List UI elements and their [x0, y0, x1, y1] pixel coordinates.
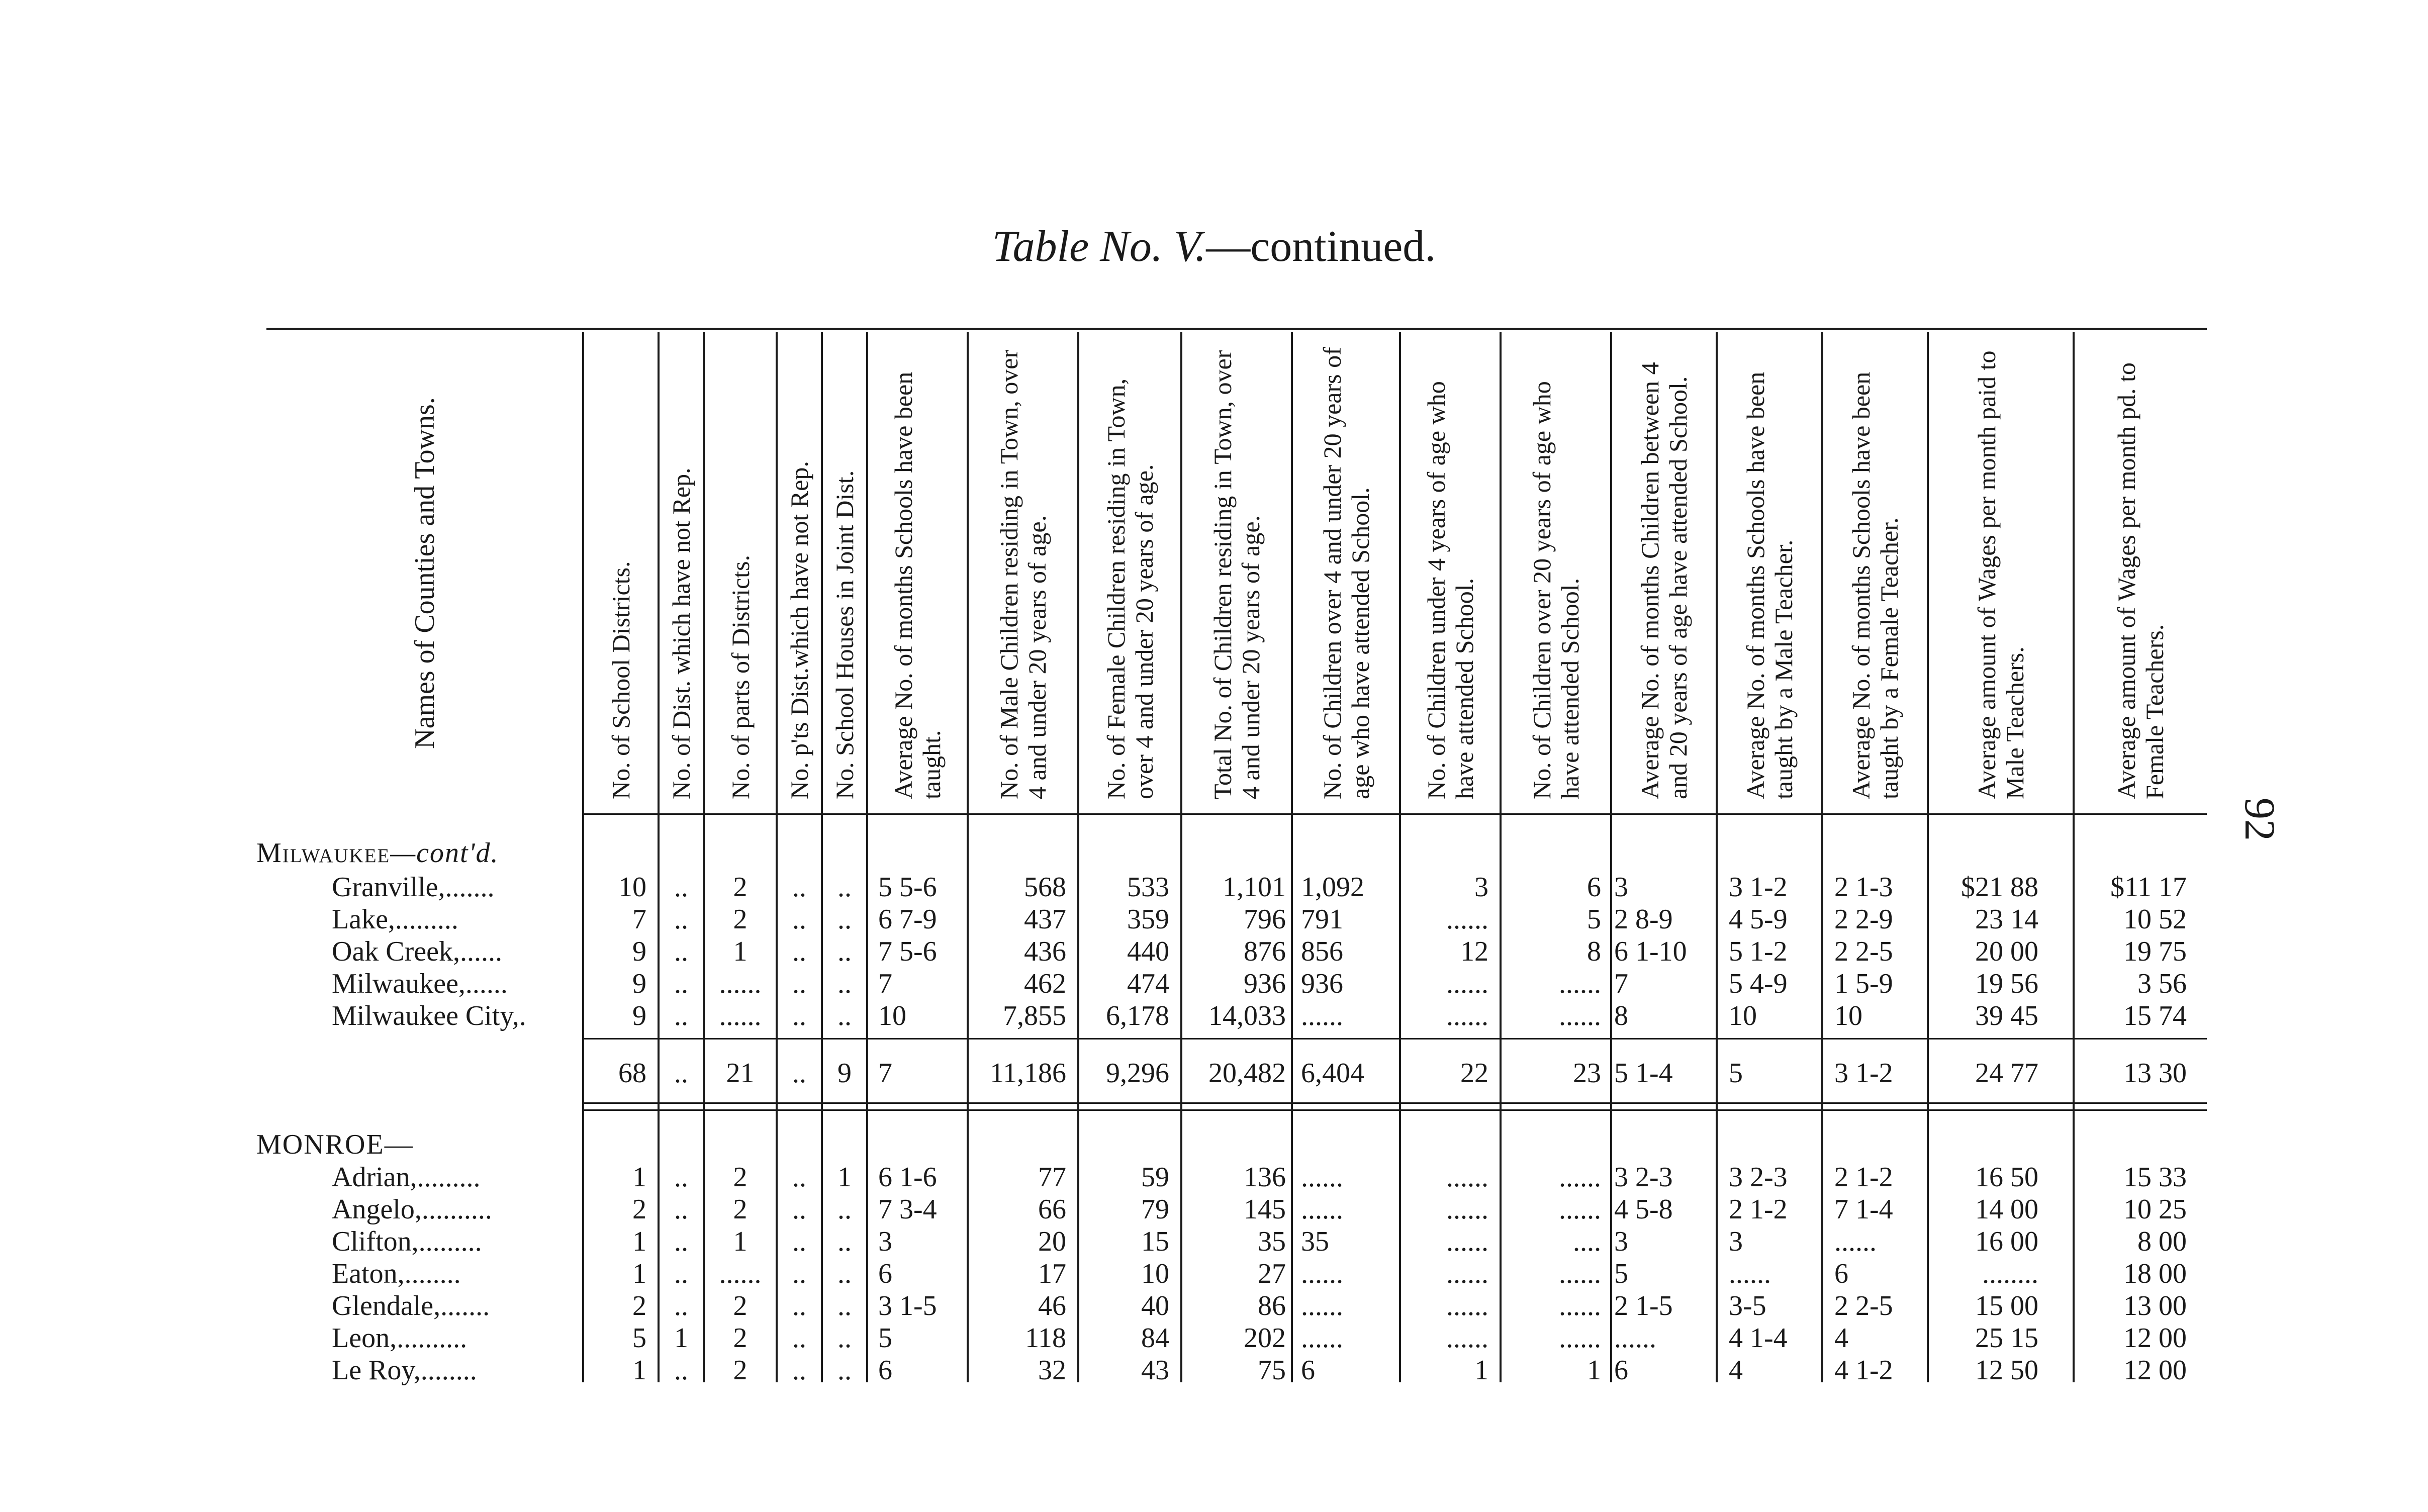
data-cell: ..: [837, 936, 852, 967]
column-header-label: No. of Children under 4 years of age who have attended School.: [1422, 381, 1478, 799]
data-cell: ......: [1559, 1322, 1601, 1354]
data-cell: ..: [837, 904, 852, 935]
data-cell: 24 77: [1975, 1058, 2038, 1089]
table-row: [0, 935, 2428, 968]
column-header: [704, 332, 777, 814]
column-header-label: Average No. of months Schools have been taught.: [889, 371, 946, 799]
data-cell: 1: [632, 1226, 646, 1257]
table-row: [0, 1258, 2428, 1290]
data-cell: ......: [1559, 1290, 1601, 1321]
data-cell: 10: [618, 872, 646, 903]
data-cell: ..: [837, 968, 852, 999]
data-cell: 35: [1258, 1226, 1286, 1257]
data-cell: 1: [1587, 1355, 1601, 1386]
data-cell: ......: [719, 1258, 762, 1289]
column-header-label: No. of Male Children residing in Town, over 4 and under 20 years of age.: [995, 349, 1051, 799]
data-cell: 462: [1024, 968, 1066, 999]
data-cell: 4 5-9: [1729, 904, 1788, 935]
data-cell: ......: [1614, 1322, 1656, 1354]
data-cell: 12: [1460, 936, 1488, 967]
data-cell: 15 33: [2123, 1162, 2187, 1193]
data-cell: 3: [1729, 1226, 1743, 1257]
column-header: [266, 332, 583, 814]
data-cell: 12 50: [1975, 1355, 2038, 1386]
data-cell: ......: [719, 968, 762, 999]
column-header-label: Average No. of months Schools have been taught by a Female Teacher.: [1847, 371, 1903, 799]
data-cell: 7: [878, 968, 892, 999]
data-cell: 3-5: [1729, 1290, 1766, 1321]
data-cell: 796: [1244, 904, 1286, 935]
town-name-cell: Glendale,.......: [332, 1290, 490, 1321]
town-name-cell: Leon,..........: [332, 1322, 468, 1354]
data-cell: 440: [1127, 936, 1169, 967]
data-cell: 9: [837, 1058, 852, 1089]
data-cell: 5: [1587, 904, 1601, 935]
data-cell: 13 30: [2123, 1058, 2187, 1089]
data-cell: 17: [1038, 1258, 1066, 1289]
data-cell: 6 1-6: [878, 1162, 937, 1193]
data-cell: 568: [1024, 872, 1066, 903]
data-cell: 1: [733, 936, 748, 967]
data-cell: 1: [632, 1355, 646, 1386]
totals-bottom-rule-2: [583, 1109, 2207, 1111]
data-cell: 16 00: [1975, 1226, 2038, 1257]
county-name: Milwaukee: [256, 837, 391, 869]
data-cell: 1,101: [1223, 872, 1286, 903]
town-name-cell: Oak Creek,......: [332, 936, 503, 967]
data-cell: 6: [878, 1355, 892, 1386]
data-cell: 43: [1141, 1355, 1169, 1386]
totals-row: [0, 1057, 2428, 1089]
data-cell: ..: [674, 904, 688, 935]
data-cell: ..: [792, 936, 806, 967]
data-cell: 6 1-10: [1614, 936, 1687, 967]
data-cell: 4 1-4: [1729, 1322, 1788, 1354]
data-cell: 936: [1301, 968, 1343, 999]
data-cell: ......: [1446, 1194, 1488, 1225]
column-header-label: Total No. of Children residing in Town, over 4 and under 20 years of age.: [1208, 350, 1265, 799]
data-cell: ..: [837, 1000, 852, 1031]
data-cell: ..: [792, 872, 806, 903]
data-cell: ..: [674, 1000, 688, 1031]
data-cell: 6: [1834, 1258, 1848, 1289]
data-cell: ..: [792, 1355, 806, 1386]
data-cell: 5: [1614, 1258, 1628, 1289]
data-cell: 19 75: [2123, 936, 2187, 967]
data-cell: 3 1-5: [878, 1290, 937, 1321]
table-row: [0, 871, 2428, 903]
data-cell: 15 00: [1975, 1290, 2038, 1321]
data-cell: 3 2-3: [1729, 1162, 1788, 1193]
column-header-label: Average amount of Wages per month paid to Male Teachers.: [1973, 350, 2029, 799]
data-cell: 791: [1301, 904, 1343, 935]
data-cell: 11,186: [990, 1058, 1066, 1089]
data-cell: 3: [1614, 872, 1628, 903]
data-cell: ......: [1301, 1290, 1343, 1321]
data-cell: 7 5-6: [878, 936, 937, 967]
data-cell: ......: [1559, 1194, 1601, 1225]
column-header-label: No. p'ts Dist.which have not Rep.: [785, 461, 813, 799]
data-cell: 77: [1038, 1162, 1066, 1193]
data-cell: 3: [878, 1226, 892, 1257]
data-cell: 20: [1038, 1226, 1066, 1257]
data-cell: 23 14: [1975, 904, 2038, 935]
data-cell: ......: [1446, 1322, 1488, 1354]
data-cell: ......: [1446, 1000, 1488, 1031]
column-header: [867, 332, 968, 814]
data-cell: 118: [1025, 1322, 1066, 1354]
page-number: 92: [2236, 798, 2284, 841]
data-cell: 66: [1038, 1194, 1066, 1225]
data-cell: 14,033: [1208, 1000, 1286, 1031]
data-cell: ..: [837, 1258, 852, 1289]
data-cell: 2: [632, 1194, 646, 1225]
data-cell: 86: [1258, 1290, 1286, 1321]
data-cell: $11 17: [2110, 872, 2187, 903]
data-cell: ..: [837, 1194, 852, 1225]
data-cell: 5 5-6: [878, 872, 937, 903]
data-cell: 84: [1141, 1322, 1169, 1354]
column-header-label: Average No. of months Children between 4 and 20 years of age have attended School.: [1636, 362, 1692, 799]
data-cell: 15 74: [2123, 1000, 2187, 1031]
data-cell: 40: [1141, 1290, 1169, 1321]
town-name-cell: Milwaukee,......: [332, 968, 508, 999]
column-header: [1501, 332, 1611, 814]
data-cell: ......: [1446, 968, 1488, 999]
county-name-suffix: —: [384, 1129, 414, 1160]
data-cell: 1 5-9: [1834, 968, 1893, 999]
data-cell: 359: [1127, 904, 1169, 935]
data-cell: 2: [733, 904, 748, 935]
data-cell: ..: [674, 1194, 688, 1225]
table-row: [0, 968, 2428, 1000]
table-row: [0, 1354, 2428, 1386]
data-cell: ......: [1446, 1258, 1488, 1289]
data-cell: 1: [1474, 1355, 1488, 1386]
data-cell: 25 15: [1975, 1322, 2038, 1354]
data-cell: 4 5-8: [1614, 1194, 1673, 1225]
table-row: [0, 1322, 2428, 1354]
data-cell: 2: [733, 1355, 748, 1386]
data-cell: 5 1-4: [1614, 1058, 1673, 1089]
data-cell: ......: [1446, 1290, 1488, 1321]
data-cell: ......: [1559, 1162, 1601, 1193]
data-cell: 1: [674, 1322, 688, 1354]
town-name-cell: Granville,.......: [332, 872, 495, 903]
data-cell: 10: [1729, 1000, 1757, 1031]
table-row: [0, 1193, 2428, 1225]
data-cell: 6: [1301, 1355, 1315, 1386]
column-header: [1292, 332, 1400, 814]
data-cell: ......: [1446, 1226, 1488, 1257]
column-header: [1822, 332, 1928, 814]
county-heading: [256, 1128, 414, 1161]
data-cell: 6,178: [1106, 1000, 1169, 1031]
data-cell: 6: [878, 1258, 892, 1289]
data-cell: 4: [1834, 1322, 1848, 1354]
column-header: [1078, 332, 1181, 814]
column-header: [2074, 332, 2207, 814]
data-cell: ..: [674, 1355, 688, 1386]
data-cell: 8 00: [2137, 1226, 2187, 1257]
data-cell: ..: [837, 1355, 852, 1386]
data-cell: 145: [1244, 1194, 1286, 1225]
data-cell: 19 56: [1975, 968, 2038, 999]
data-cell: 5: [1729, 1058, 1743, 1089]
data-cell: ..: [674, 1258, 688, 1289]
county-name-suffix: —cont'd.: [390, 837, 499, 869]
data-cell: 4: [1729, 1355, 1743, 1386]
data-cell: ..: [792, 1000, 806, 1031]
top-rule: [266, 328, 2207, 330]
data-cell: 10 25: [2123, 1194, 2187, 1225]
column-header-label: No. of parts of Districts.: [726, 554, 755, 799]
data-cell: 9: [632, 968, 646, 999]
data-cell: 436: [1024, 936, 1066, 967]
data-cell: ......: [1446, 904, 1488, 935]
data-cell: ......: [1834, 1226, 1877, 1257]
data-cell: 3: [1614, 1226, 1628, 1257]
totals-top-rule: [583, 1038, 2207, 1040]
data-cell: 2: [733, 1194, 748, 1225]
data-cell: 8: [1614, 1000, 1628, 1031]
page-title: Table No. V.—continued.: [992, 222, 1436, 271]
data-cell: 5 4-9: [1729, 968, 1788, 999]
column-header-label: No. of Female Children residing in Town, over 4 and under 20 years of age.: [1101, 378, 1158, 799]
data-cell: 14 00: [1975, 1194, 2038, 1225]
data-cell: ......: [1301, 1322, 1343, 1354]
data-cell: ......: [1729, 1258, 1771, 1289]
data-cell: ..: [792, 1258, 806, 1289]
data-cell: 2 2-5: [1834, 1290, 1893, 1321]
data-cell: 79: [1141, 1194, 1169, 1225]
data-cell: 2: [733, 1290, 748, 1321]
data-cell: ..: [837, 1290, 852, 1321]
data-cell: 533: [1127, 872, 1169, 903]
data-cell: ..: [837, 1322, 852, 1354]
data-cell: 7: [1614, 968, 1628, 999]
data-cell: 5 1-2: [1729, 936, 1788, 967]
data-cell: 3 56: [2137, 968, 2187, 999]
column-header: [1181, 332, 1292, 814]
data-cell: 10 52: [2123, 904, 2187, 935]
data-cell: 7: [632, 904, 646, 935]
column-header-label: No. of Children over 4 and under 20 years of age who have attended School.: [1318, 347, 1374, 799]
data-cell: ......: [1446, 1162, 1488, 1193]
data-cell: 16 50: [1975, 1162, 2038, 1193]
data-cell: 75: [1258, 1355, 1286, 1386]
data-cell: 1,092: [1301, 872, 1364, 903]
data-cell: 437: [1024, 904, 1066, 935]
data-cell: 6: [1614, 1355, 1628, 1386]
data-cell: 20,482: [1208, 1058, 1286, 1089]
data-cell: 9: [632, 1000, 646, 1031]
data-cell: ......: [1301, 1000, 1343, 1031]
data-cell: ..: [837, 872, 852, 903]
town-name-cell: Clifton,.........: [332, 1226, 482, 1257]
data-cell: ........: [1982, 1258, 2038, 1289]
data-cell: 5: [878, 1322, 892, 1354]
data-cell: 1: [632, 1162, 646, 1193]
data-cell: 2 1-2: [1834, 1162, 1893, 1193]
table-row: [0, 1290, 2428, 1322]
data-cell: 12 00: [2123, 1322, 2187, 1354]
data-cell: 6 7-9: [878, 904, 937, 935]
data-cell: 2: [632, 1290, 646, 1321]
data-cell: ..: [792, 1058, 806, 1089]
data-cell: ....: [1573, 1226, 1601, 1257]
data-cell: $21 88: [1961, 872, 2038, 903]
data-cell: 856: [1301, 936, 1343, 967]
table-row: [0, 903, 2428, 935]
data-cell: 6: [1587, 872, 1601, 903]
column-header: [822, 332, 867, 814]
column-header-label: Average amount of Wages per month pd. to Female Teachers.: [2112, 362, 2169, 799]
data-cell: 2 1-3: [1834, 872, 1893, 903]
town-name-cell: Angelo,..........: [332, 1194, 492, 1225]
table-row: [0, 1225, 2428, 1258]
data-cell: ......: [1301, 1194, 1343, 1225]
table-row: [0, 1161, 2428, 1193]
data-cell: 59: [1141, 1162, 1169, 1193]
data-cell: ..: [792, 968, 806, 999]
data-cell: 5: [632, 1322, 646, 1354]
data-cell: ......: [719, 1000, 762, 1031]
data-cell: ..: [837, 1226, 852, 1257]
column-header: [968, 332, 1078, 814]
data-cell: 202: [1244, 1322, 1286, 1354]
column-header-label: No. of Children over 20 years of age who have attended School.: [1528, 381, 1584, 799]
county-heading: [256, 837, 499, 869]
column-header-label: No. School Houses in Joint Dist.: [830, 470, 859, 799]
column-header: [777, 332, 822, 814]
column-header-label: No. of Dist. which have not Rep.: [667, 467, 695, 799]
data-cell: 9: [632, 936, 646, 967]
town-name-cell: Adrian,.........: [332, 1162, 481, 1193]
data-cell: ..: [674, 872, 688, 903]
data-cell: ..: [792, 1322, 806, 1354]
data-cell: 7 3-4: [878, 1194, 937, 1225]
data-cell: 2 2-9: [1834, 904, 1893, 935]
data-cell: 2 2-5: [1834, 936, 1893, 967]
data-cell: ..: [674, 1058, 688, 1089]
data-cell: 7 1-4: [1834, 1194, 1893, 1225]
data-cell: ..: [792, 1226, 806, 1257]
column-header-label: Names of Counties and Towns.: [409, 397, 440, 749]
data-cell: 2: [733, 1322, 748, 1354]
data-cell: 1: [632, 1258, 646, 1289]
data-cell: ......: [1559, 1000, 1601, 1031]
data-cell: 10: [878, 1000, 906, 1031]
town-name-cell: Eaton,........: [332, 1258, 461, 1289]
data-cell: 1: [837, 1162, 852, 1193]
data-cell: 876: [1244, 936, 1286, 967]
data-cell: 39 45: [1975, 1000, 2038, 1031]
data-cell: 4 1-2: [1834, 1355, 1893, 1386]
data-cell: 2: [733, 872, 748, 903]
data-cell: ......: [1559, 968, 1601, 999]
data-cell: 22: [1460, 1058, 1488, 1089]
data-cell: 3 2-3: [1614, 1162, 1673, 1193]
data-cell: 7,855: [1003, 1000, 1066, 1031]
totals-bottom-rule-1: [583, 1102, 2207, 1104]
data-cell: 21: [726, 1058, 755, 1089]
column-header-label: Average No. of months Schools have been taught by a Male Teacher.: [1741, 371, 1798, 799]
data-cell: ..: [674, 936, 688, 967]
data-cell: ..: [792, 904, 806, 935]
data-cell: 46: [1038, 1290, 1066, 1321]
data-cell: 936: [1244, 968, 1286, 999]
town-name-cell: Le Roy,........: [332, 1355, 477, 1386]
town-name-cell: Milwaukee City,.: [332, 1000, 526, 1031]
data-cell: ..: [792, 1194, 806, 1225]
column-header: [1928, 332, 2074, 814]
data-cell: 32: [1038, 1355, 1066, 1386]
data-cell: ......: [1301, 1258, 1343, 1289]
data-cell: 3 1-2: [1729, 872, 1788, 903]
column-header: [659, 332, 704, 814]
data-cell: 68: [618, 1058, 646, 1089]
data-cell: ..: [792, 1290, 806, 1321]
data-cell: 6,404: [1301, 1058, 1364, 1089]
data-cell: ..: [674, 1290, 688, 1321]
data-cell: 2 8-9: [1614, 904, 1673, 935]
data-cell: ..: [792, 1162, 806, 1193]
data-cell: 10: [1141, 1258, 1169, 1289]
data-cell: 10: [1834, 1000, 1862, 1031]
data-cell: 18 00: [2123, 1258, 2187, 1289]
data-cell: 20 00: [1975, 936, 2038, 967]
data-cell: 1: [733, 1226, 748, 1257]
data-cell: 3: [1474, 872, 1488, 903]
data-cell: 2 1-5: [1614, 1290, 1673, 1321]
column-header: [1400, 332, 1501, 814]
data-cell: 8: [1587, 936, 1601, 967]
data-cell: 136: [1244, 1162, 1286, 1193]
data-cell: 2: [733, 1162, 748, 1193]
data-cell: ..: [674, 1162, 688, 1193]
data-cell: 13 00: [2123, 1290, 2187, 1321]
data-cell: ..: [674, 968, 688, 999]
town-name-cell: Lake,.........: [332, 904, 458, 935]
table-row: [0, 1000, 2428, 1032]
data-cell: 15: [1141, 1226, 1169, 1257]
data-cell: 2 1-2: [1729, 1194, 1788, 1225]
county-name: MONROE: [256, 1129, 385, 1160]
data-cell: ......: [1559, 1258, 1601, 1289]
column-header: [583, 332, 659, 814]
data-cell: 3 1-2: [1834, 1058, 1893, 1089]
data-cell: ......: [1301, 1162, 1343, 1193]
data-cell: 27: [1258, 1258, 1286, 1289]
data-cell: 474: [1127, 968, 1169, 999]
data-cell: 23: [1573, 1058, 1601, 1089]
data-cell: ..: [674, 1226, 688, 1257]
column-header-label: No. of School Districts.: [607, 561, 635, 799]
data-cell: 9,296: [1106, 1058, 1169, 1089]
column-header: [1717, 332, 1822, 814]
column-header: [1611, 332, 1717, 814]
data-cell: 12 00: [2123, 1355, 2187, 1386]
data-cell: 35: [1301, 1226, 1329, 1257]
data-cell: 7: [878, 1058, 892, 1089]
